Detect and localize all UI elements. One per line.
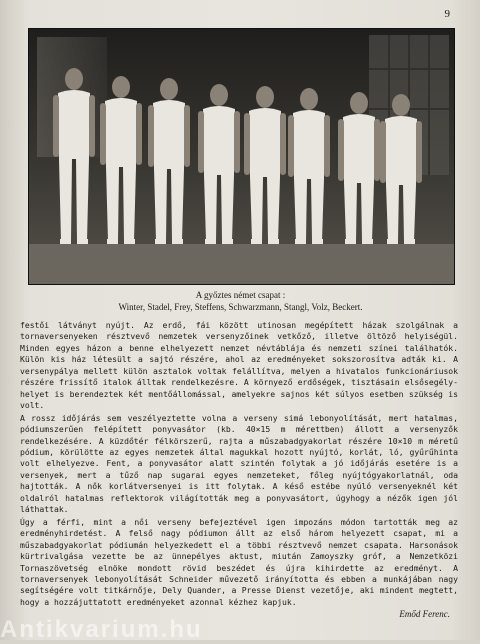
paragraph-1: festői látványt nyújt. Az erdő, fái között utinosan megépített házak szolgálnak a tornaversenyeken résztvevő nemzetek versenyzőinek vetkőző, illetve öltöző helyiségül. Minden egyes házon a benne elhelyezett nemzet névtáblája és nemzeti színei találhatók. Külön kis ház létesült a sajtó részére, ahol az eredményeket sokszorosítva adták ki. A versenypálya mellett külön asztalok voltak felállítva, melyen a hivatalos funkcionáriusok részére frissítő italok álltak rendelkezésre. A környező erdőségek, tisztásain elsősegély-helyet is berendeztek két mentőállomással, amelyekre sajnos két súlyos esetben szükség is volt. — [20, 320, 458, 411]
team-photo-icon — [29, 29, 454, 284]
author-signature: Emőd Ferenc. — [399, 609, 450, 619]
article-body — [20, 320, 458, 608]
page-number: 9 — [444, 8, 450, 20]
paragraph-3: Úgy a férfi, mint a női verseny befejeztével igen impozáns módon tartották meg az eredményhirdetést. A felső nagy pódiumon állt az első három helyezett csapat, mi a műszabadgyakorlat pódiumán helyezkedett el a többi résztvevő nemzet csapata. Harsonások kürtrivalgása vezette be az ünnepélyes aktust, miután Zamoyszky gróf, a Nemzetközi Tornaszövetség elnöke mondott rövid beszédet és újra kihirdette az eredményt. A tornaversenyek lebonyolítását Schneider művezető irányította és ebben a munkájában nagy segítségére volt titkárnője, Dely Quander, a Presse Dienst vezetője, aki mindent megtett, hogy a hozzájuttatott eredményeket azonnal kézhez kapjuk. — [20, 516, 458, 607]
paragraph-2: A rossz időjárás sem veszélyeztette volna a verseny simá lebonyolítását, mert hatalmas, pódiumszerűen felépített ponyvasátor (kb. 40×15 m mérettben) állott a versenyzők rendelkezésére. A küzdőtér félkörszerű, rajta a műszabadgyakorlat részére 10×10 m méretű pódium, körülötte az egyes nemzetek által magukkal hozott nyújtó, korlát, ló, gyűrűhinta volt elhelyezve. Fent, a ponyvasátor alatt szintén folytak a jó időjárás esetére is a versenyek, mert a tűző nap sugarai egyes nemzeteket, főleg nyújtógyakorlatnál, oda hajtották. A nők korlátversenyei is itt folytak. A késő estébe nyúló versenyeknél két oldalról hatalmas reflektorok világították meg a ponyvasátort, úgyhogy a nézők igen jól láthattak. — [20, 412, 458, 515]
photo-caption — [28, 289, 453, 313]
team-photo — [28, 28, 455, 285]
caption-line-names: Winter, Stadel, Frey, Steffens, Schwarzmann, Stangl, Volz, Beckert. — [118, 302, 363, 312]
watermark: Antikvarium.hu — [0, 616, 203, 643]
caption-line-title: A győztes német csapat : — [195, 290, 286, 300]
